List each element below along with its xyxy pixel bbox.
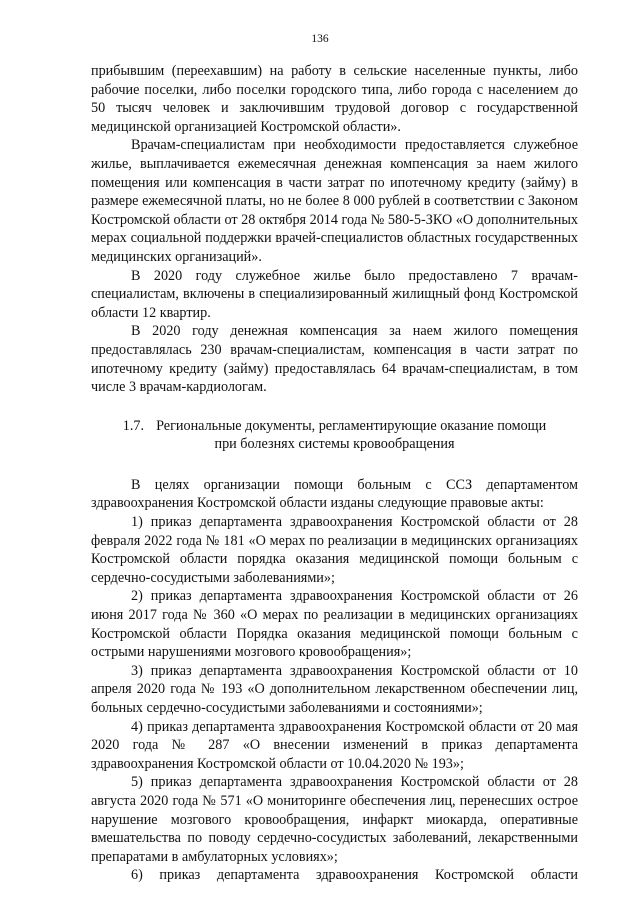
list-item-order-2: 2) приказ департамента здравоохранения Костромской области от 26 июня 2017 года № 360 «О мерах по реализации в медицинских организациях Костромской области Порядка оказания медицинской помощи больным с острыми нарушениями мозгового кровообращения»; xyxy=(91,588,578,661)
section-heading xyxy=(91,417,578,454)
paragraph-compensation-2020: В 2020 году денежная компенсация за наем жилого помещения предоставлялась 230 врачам-специалистам, компенсация в части затрат по ипотечному кредиту (займу) предоставлялась 64 врачам-специалистам, в том числе 3 врачам-кардиологам. xyxy=(91,323,578,396)
paragraph-housing-2020: В 2020 году служебное жилье было предоставлено 7 врачам-специалистам, включены в специализированный жилищный фонд Костромской области 12 квартир. xyxy=(91,267,578,321)
list-item-order-4: 4) приказ департамента здравоохранения Костромской области от 20 мая 2020 года № 287 «О внесении изменений в приказ департамента здравоохранения Костромской области от 10.04.2020 № 193»; xyxy=(91,718,578,772)
paragraph-legal-acts-intro: В целях организации помощи больным с ССЗ департаментом здравоохранения Костромской области изданы следующие правовые акты: xyxy=(91,476,578,512)
page-number: 136 xyxy=(311,33,329,45)
paragraph-continuation: прибывшим (переехавшим) на работу в сельские населенные пункты, либо рабочие поселки, либо поселки городского типа, либо города с населением до 50 тысяч человек и заключившим трудовой договор с государственной медицинской организацией Костромской области». xyxy=(91,63,578,135)
section-title-line2: при болезнях системы кровообращения xyxy=(214,436,455,453)
list-item-order-3: 3) приказ департамента здравоохранения Костромской области от 10 апреля 2020 года № 193 «О дополнительном лекарственном обеспечении лиц, больных сердечно-сосудистыми заболеваниями и состояниями»; xyxy=(91,662,578,716)
page-body xyxy=(91,62,578,885)
paragraph-housing-support: Врачам-специалистам при необходимости предоставляется служебное жилье, выплачивается ежемесячная денежная компенсация за наем жилого помещения или компенсация в части затрат по ипотечному кредиту (займу) в размере ежемесячной платы, но не более 8 000 рублей в соответствии с Законом Костромской области от 28 октября 2014 года № 580-5-ЗКО «О дополнительных мерах социальной поддержки врачей-специалистов областных государственных медицинских организаций». xyxy=(91,137,578,265)
section-title-line1: Региональные документы, регламентирующие оказание помощи xyxy=(156,417,547,434)
list-item-order-6: 6) приказ департамента здравоохранения Костромской области xyxy=(131,867,578,884)
section-heading-line1 xyxy=(91,417,578,436)
section-number: 1.7. xyxy=(122,417,145,434)
list-item-order-5: 5) приказ департамента здравоохранения Костромской области от 28 августа 2020 года № 571 «О мониторинге обеспечения лиц, перенесших острое нарушение мозгового кровообращения, инфаркт миокарда, оперативные вмешательства по поводу сердечно-сосудистых заболеваний, лекарственными препаратами в амбулаторных условиях»; xyxy=(91,774,578,865)
list-item-order-1: 1) приказ департамента здравоохранения Костромской области от 28 февраля 2022 года № 181 «О мерах по реализации в медицинских организациях Костромской области порядка оказания медицинской помощи больным с сердечно-сосудистыми заболеваниями»; xyxy=(91,514,578,586)
